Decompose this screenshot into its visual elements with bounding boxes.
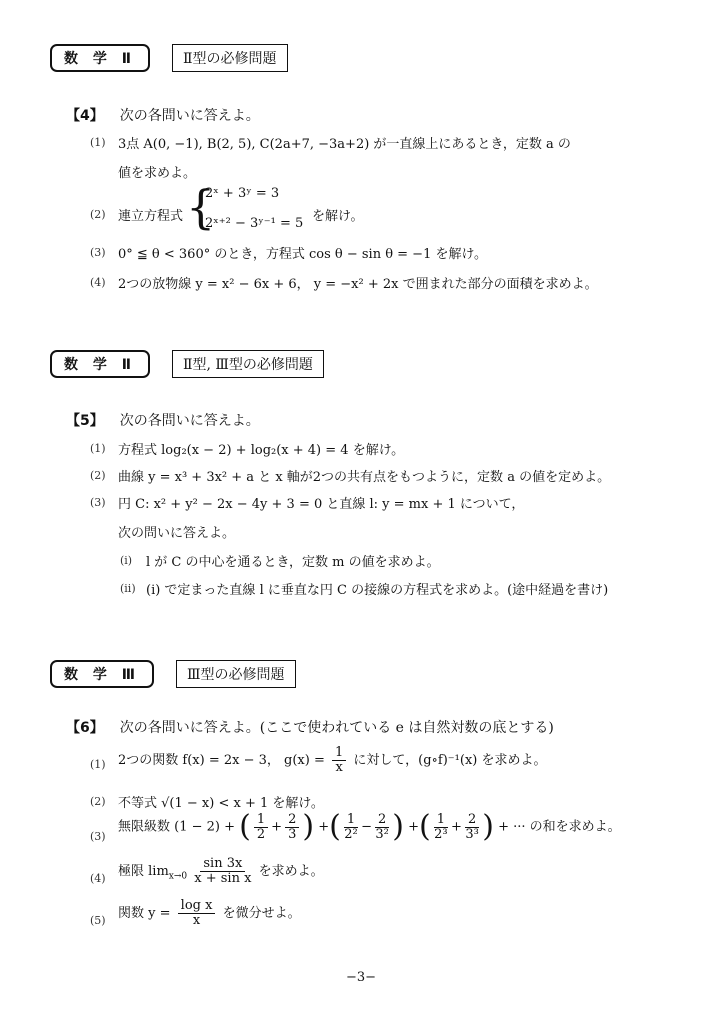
denominator: 2 — [256, 826, 266, 842]
paren: ) — [482, 809, 494, 844]
section-header-3 — [50, 660, 296, 688]
section-header-1 — [50, 44, 288, 72]
paren: ( — [419, 809, 431, 844]
q6-item-5-text — [118, 899, 301, 928]
paren: ) — [302, 809, 315, 844]
denominator: 3² — [375, 826, 389, 842]
denominator: x — [335, 760, 343, 775]
fraction — [434, 813, 448, 842]
q4-item-2-eq2: 2ˣ⁺² − 3ʸ⁻¹ = 5 — [205, 216, 304, 231]
denominator: x + sin x — [194, 871, 252, 886]
section-header-2 — [50, 350, 324, 378]
item-number: (ii) — [120, 582, 136, 595]
q4-item-2-label: 連立方程式 — [118, 209, 184, 224]
fraction — [285, 813, 299, 842]
fraction — [344, 813, 358, 842]
denominator: 2³ — [434, 826, 448, 842]
question-number: 【6】 — [66, 720, 104, 736]
item-number: (3) — [90, 246, 106, 259]
system-brace: { — [186, 180, 216, 234]
q5-item-3-text-cont: 次の問いに答えよ。 — [118, 526, 236, 541]
q4-item-1-text: 3点 A(0, −1), B(2, 5), C(2a+7, −3a+2) が一直線上にあるとき，定数 a の — [118, 137, 571, 152]
numerator: 1 — [332, 746, 346, 761]
q6-item-3-pre: 無限級数 (1 − 2) + — [118, 819, 236, 835]
q6-item-4-pre: 極限 lim — [118, 864, 169, 879]
fraction — [465, 813, 479, 842]
item-number: (2) — [90, 795, 106, 808]
item-number: (1) — [90, 442, 106, 455]
q6-item-1-pre: 2つの関数 f(x) = 2x − 3， g(x) = — [118, 753, 325, 768]
numerator: 2 — [465, 813, 479, 828]
item-number: (3) — [90, 830, 106, 843]
numerator: log x — [178, 899, 216, 914]
q4-item-2-eq1: 2ˣ + 3ʸ = 3 — [205, 186, 280, 201]
paren: ( — [239, 809, 251, 844]
numerator: 2 — [375, 813, 389, 828]
q6-item-2-text: 不等式 √(1 − x) < x + 1 を解け。 — [118, 796, 324, 811]
paren: ( — [329, 809, 341, 844]
question-instruction: 次の各問いに答えよ。(ここで使われている e は自然対数の底とする) — [119, 720, 554, 736]
fraction — [178, 899, 216, 928]
type-label: Ⅱ型の必修問題 — [172, 44, 288, 72]
q4-item-4-text: 2つの放物線 y = x² − 6x + 6， y = −x² + 2x で囲まれた部分の面積を求めよ。 — [118, 277, 598, 292]
item-number: (i) — [120, 554, 133, 567]
numerator: 1 — [254, 813, 268, 828]
fraction — [332, 746, 346, 775]
question-6-heading — [66, 717, 554, 737]
question-number: 【4】 — [66, 108, 104, 124]
fraction — [375, 813, 389, 842]
item-number: (3) — [90, 496, 106, 509]
numerator: sin 3x — [200, 857, 245, 872]
q5-item-1-text: 方程式 log₂(x − 2) + log₂(x + 4) = 4 を解け。 — [118, 443, 405, 458]
q4-item-3-text: 0° ≦ θ < 360° のとき，方程式 cos θ − sin θ = −1 を解け。 — [118, 247, 487, 262]
q5-item-3-text: 円 C: x² + y² − 2x − 4y + 3 = 0 と直線 l: y = mx + 1 について， — [118, 497, 525, 512]
q6-item-5-pre: 関数 y = — [118, 906, 171, 921]
question-4-heading — [66, 105, 260, 125]
denominator: 3 — [288, 826, 297, 842]
item-number: (5) — [90, 914, 106, 927]
q5-item-3ii-text: (i) で定まった直線 l に垂直な円 C の接線の方程式を求めよ。(途中経過を書け) — [146, 583, 609, 598]
q4-item-1-text-cont: 値を求めよ。 — [118, 166, 197, 181]
page-number: −3− — [345, 970, 377, 985]
denominator: 2² — [344, 826, 358, 842]
q6-item-5-post: を微分せよ。 — [222, 906, 301, 921]
numerator: 2 — [285, 813, 299, 828]
type-label: Ⅲ型の必修問題 — [176, 660, 296, 688]
item-number: (4) — [90, 872, 106, 885]
fraction — [194, 857, 251, 886]
q6-item-1-text — [118, 746, 546, 775]
q6-item-4-text — [118, 857, 324, 886]
fraction — [254, 813, 268, 842]
paren: ) — [392, 809, 404, 844]
q6-item-3-text: 無限級数 (1 − 2) + ( $\frac{1}{2}$ + $\frac{2}{3}$ ) +( $\frac{1}{\text{2²}}$ − $\frac{2}{\text{3²}}$ ) +( $\frac{1}{\text{2³}}$ + $\frac{2}{\text{3³}}$ ) + ··· の和を求めよ。 — [118, 809, 621, 844]
q4-item-2-tail: を解け。 — [312, 209, 364, 224]
item-number: (4) — [90, 276, 106, 289]
question-instruction: 次の各問いに答えよ。 — [119, 108, 260, 124]
limit-subscript: x→0 — [168, 871, 188, 882]
question-instruction: 次の各問いに答えよ。 — [119, 413, 260, 429]
denominator: 3³ — [465, 826, 479, 842]
q5-item-3i-text: l が C の中心を通るとき，定数 m の値を求めよ。 — [146, 555, 440, 570]
numerator: 1 — [434, 813, 448, 828]
item-number: (2) — [90, 469, 106, 482]
question-number: 【5】 — [66, 413, 104, 429]
q6-item-3-post: + ··· の和を求めよ。 — [498, 819, 621, 835]
q5-item-2-text: 曲線 y = x³ + 3x² + a と x 軸が2つの共有点をもつように，定数 a の値を定めよ。 — [118, 470, 611, 485]
subject-label: 数 学 Ⅲ — [50, 660, 154, 688]
subject-label: 数 学 Ⅱ — [50, 44, 150, 72]
subject-label: 数 学 Ⅱ — [50, 350, 150, 378]
q6-item-4-post: を求めよ。 — [258, 864, 324, 879]
denominator: x — [192, 913, 201, 928]
q6-item-1-post: に対して，(g∘f)⁻¹(x) を求めよ。 — [353, 753, 547, 768]
question-5-heading — [66, 410, 260, 430]
item-number: (1) — [90, 758, 106, 771]
numerator: 1 — [344, 813, 358, 828]
item-number: (2) — [90, 208, 106, 221]
item-number: (1) — [90, 136, 106, 149]
type-label: Ⅱ型, Ⅲ型の必修問題 — [172, 350, 324, 378]
